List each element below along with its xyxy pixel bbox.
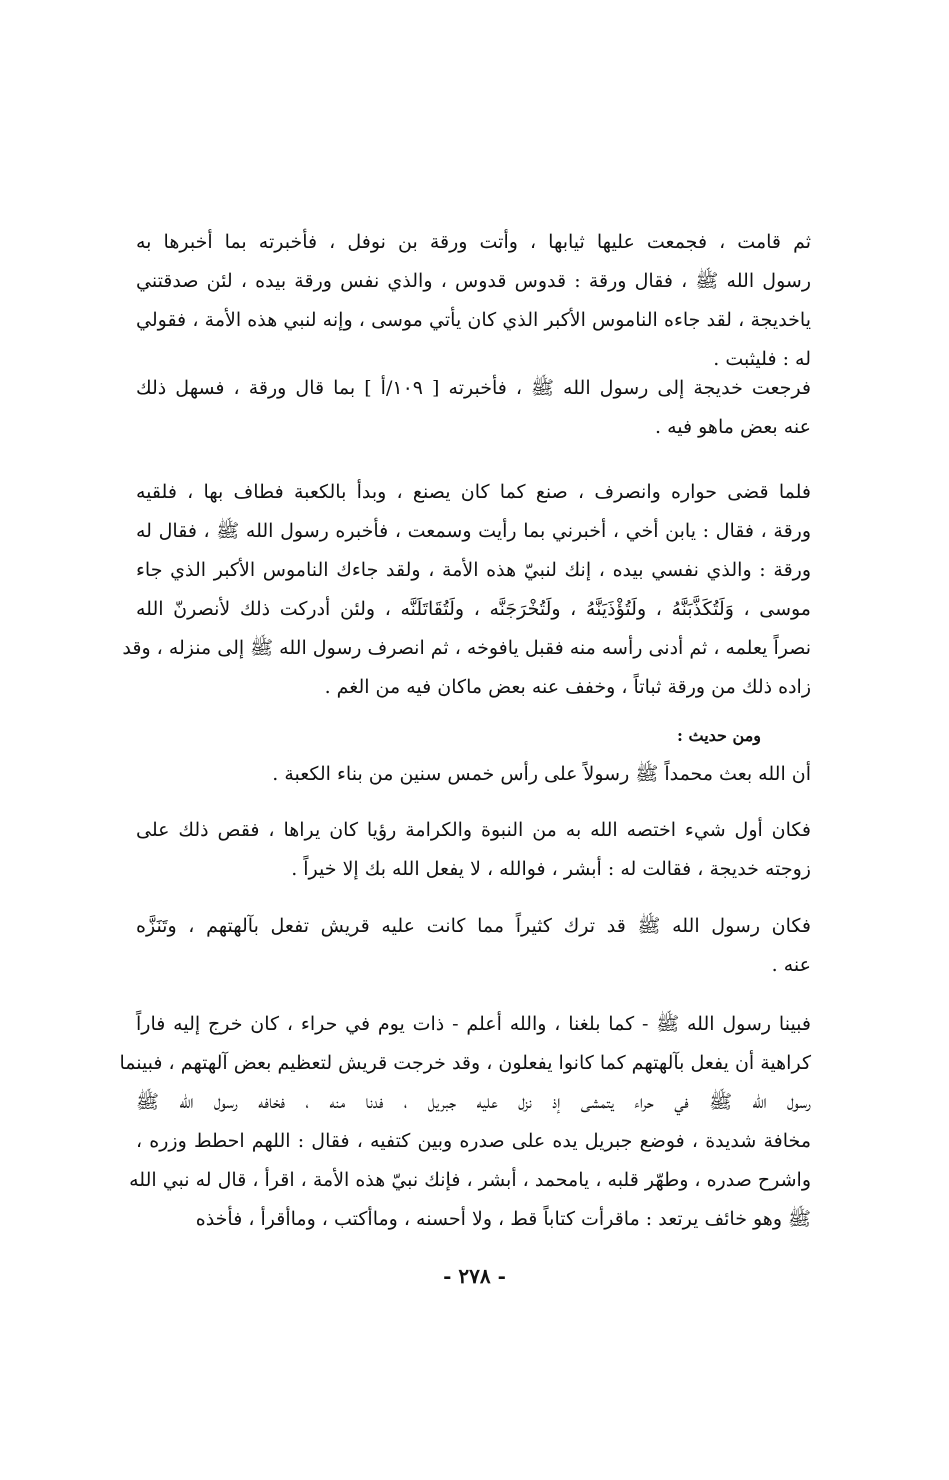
paragraph-2 xyxy=(136,369,811,447)
text-line: فكان رسول الله ﷺ قد ترك كثيراً مما كانت عليه قريش تفعل بآلهتهم ، وتَنَزَّه xyxy=(136,915,811,937)
paragraph-3 xyxy=(122,473,811,707)
text-line: موسى ، وَلَتُكَذَّبَنَّهُ ، ولَتُؤْذَيَنَّهُ ، ولَتُخْرَجَنَّه ، ولَتُقَاتَلَنَّه ، ولئن أدركت ذلك لأنصرنّ الله xyxy=(136,598,811,620)
paragraph-4 xyxy=(136,755,811,794)
text-line: أن الله بعث محمداً ﷺ رسولاً على رأس خمس سنين من بناء الكعبة . xyxy=(272,763,811,785)
text-line: فبينا رسول الله ﷺ - كما بلغنا ، والله أعلم - ذات يوم في حراء ، كان خرج إليه فاراً xyxy=(136,1013,811,1035)
paragraph-6 xyxy=(136,907,811,985)
text-line: فرجعت خديجة إلى رسول الله ﷺ ، فأخبرته [ ١٠٩/أ ] بما قال ورقة ، فسهل ذلك xyxy=(136,377,811,399)
text-line: رسول الله ﷺ في حراء يتمشى إذ نزل عليه جبريل ، فدنا منه ، فخافه رسول الله ﷺ xyxy=(136,1091,811,1113)
paragraph-5 xyxy=(136,811,811,889)
text-line: ﷺ وهو خائف يرتعد : ماقرأت كتاباً قط ، ولا أحسنه ، وماأكتب ، وماأقرأ ، فأخذه xyxy=(195,1208,811,1230)
section-heading: ومن حديث : xyxy=(677,726,761,745)
paragraph-1 xyxy=(136,223,811,379)
text-line: زوجته خديجة ، فقالت له : أبشر ، فوالله ، لا يفعل الله بك إلا خيراً . xyxy=(291,858,811,880)
paragraph-7 xyxy=(119,1005,811,1239)
text-line: له : فليثبت . xyxy=(713,348,811,370)
text-line: ورقة ، فقال : يابن أخي ، أخبرني بما رأيت وسمعت ، فأخبره رسول الله ﷺ ، فقال له xyxy=(136,520,811,542)
text-line: مخافة شديدة ، فوضع جبريل يده على صدره وبين كتفيه ، فقال : اللهم احطط وزره ، xyxy=(136,1130,811,1152)
text-line: عنه بعض ماهو فيه . xyxy=(655,416,811,438)
text-line: ثم قامت ، فجمعت عليها ثيابها ، وأتت ورقة بن نوفل ، فأخبرته بما أخبرها به xyxy=(136,231,811,253)
text-line: زاده ذلك من ورقة ثباتاً ، وخفف عنه بعض ماكان فيه من الغم . xyxy=(324,676,811,698)
text-line: نصراً يعلمه ، ثم أدنى رأسه منه فقبل يافوخه ، ثم انصرف رسول الله ﷺ إلى منزله ، وقد xyxy=(122,637,811,659)
text-line: ياخديجة ، لقد جاءه الناموس الأكبر الذي كان يأتي موسى ، وإنه لنبي هذه الأمة ، فقولي xyxy=(136,309,811,331)
text-line: كراهية أن يفعل بآلهتهم كما كانوا يفعلون ، وقد خرجت قريش لتعظيم بعض آلهتهم ، فبينما xyxy=(119,1052,811,1074)
page-number: - ٢٧٨ - xyxy=(443,1264,506,1288)
text-line: عنه . xyxy=(771,954,811,976)
text-line: فلما قضى حواره وانصرف ، صنع كما كان يصنع ، وبدأ بالكعبة فطاف بها ، فلقيه xyxy=(136,481,811,503)
text-line: ورقة : والذي نفسي بيده ، إنك لنبيّ هذه الأمة ، ولقد جاءك الناموس الأكبر الذي جاء xyxy=(136,559,811,581)
text-line: واشرح صدره ، وطهّر قلبه ، يامحمد ، أبشر ، فإنك نبيّ هذه الأمة ، اقرأ ، قال له نبي الله xyxy=(129,1169,811,1191)
text-line: فكان أول شيء اختصه الله به من النبوة والكرامة رؤيا كان يراها ، فقص ذلك على xyxy=(136,819,811,841)
text-line: رسول الله ﷺ ، فقال ورقة : قدوس قدوس ، والذي نفس ورقة بيده ، لئن صدقتني xyxy=(136,270,811,292)
